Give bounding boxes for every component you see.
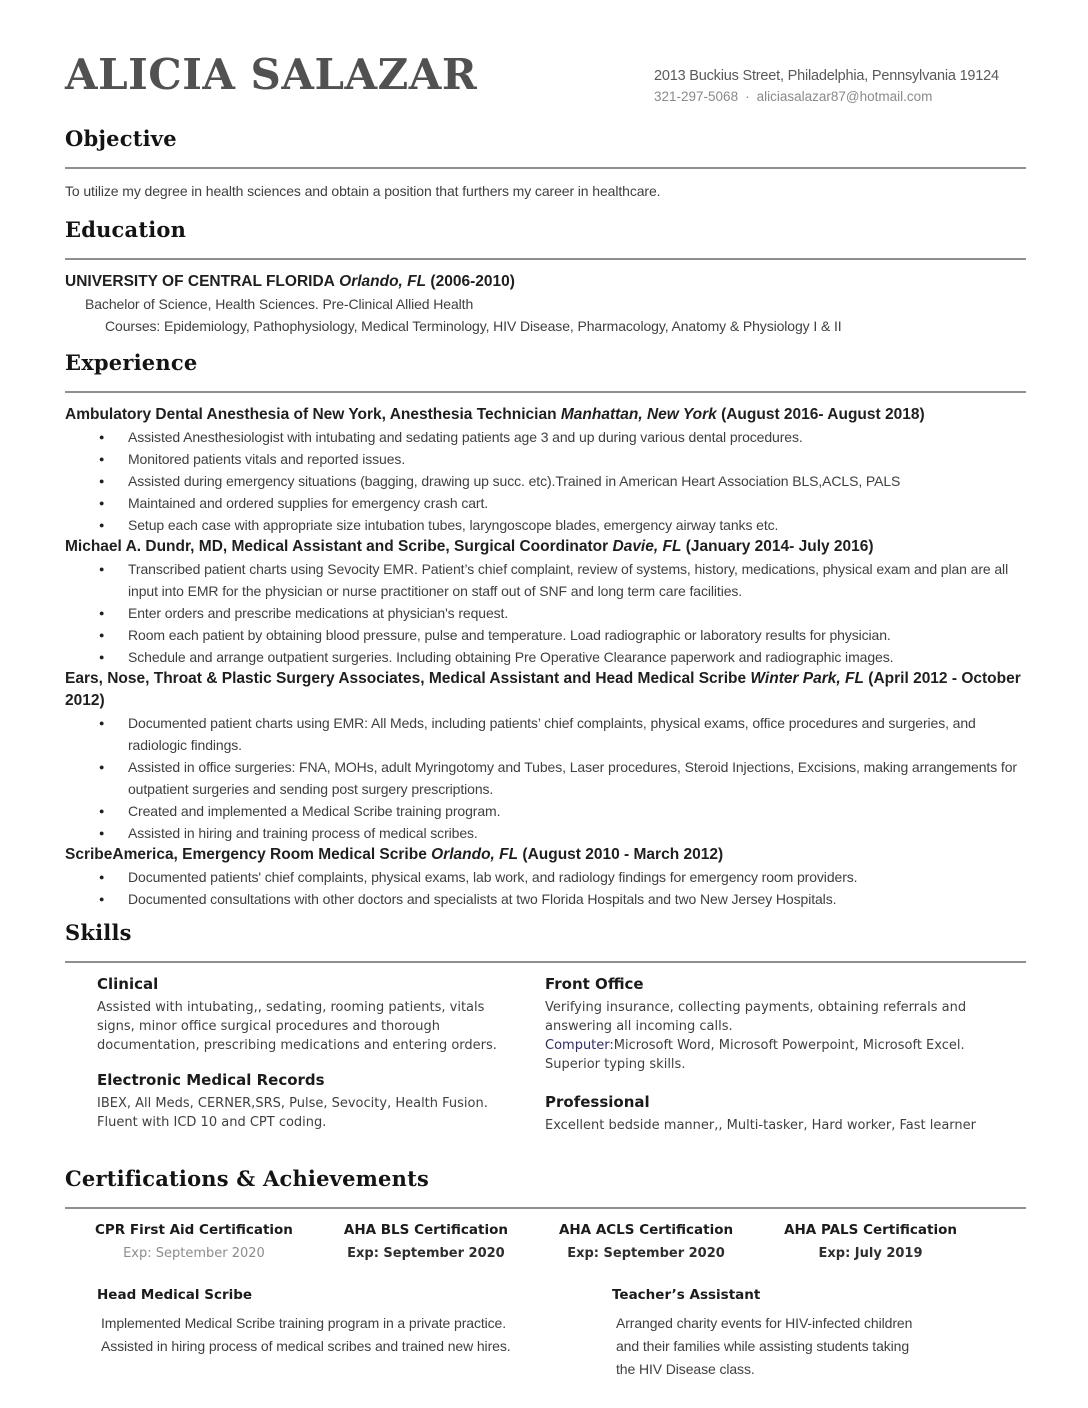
certification-cell [559, 1220, 733, 1263]
section-education [65, 217, 1026, 337]
job-bullet [65, 624, 1026, 646]
experience-heading: Experience [65, 350, 198, 375]
skill-professional [545, 1092, 1010, 1135]
bullet-dot-icon: ● [99, 806, 105, 816]
skill-clinical [97, 974, 512, 1055]
achievement-block [612, 1285, 957, 1381]
job-company-role: Michael A. Dundr, MD, Medical Assistant and Scribe, Surgical Coordinator [65, 538, 609, 555]
bullet-text: Documented patients' chief complaints, physical exams, lab work, and radiology findings for emergency room providers. [128, 869, 858, 885]
skills-heading: Skills [65, 920, 132, 945]
job-bullet [65, 646, 1026, 668]
candidate-name: ALICIA SALAZAR [65, 50, 478, 99]
certification-expiry: Exp: September 2020 [123, 1246, 265, 1261]
job-bullet [65, 492, 1026, 514]
skill-clinical-text: Assisted with intubating,, sedating, rooming patients, vitals signs, minor office surgical procedures and thorough documentation, prescribing medications and entering orders. [97, 1000, 497, 1053]
bullet-dot-icon: ● [99, 498, 105, 508]
education-location: Orlando, FL [339, 273, 427, 290]
contact-email: aliciasalazar87@hotmail.com [756, 89, 933, 104]
bullet-dot-icon: ● [99, 520, 105, 530]
skills-column-left [97, 974, 512, 1150]
bullet-text: Schedule and arrange outpatient surgeries. Including obtaining Pre Operative Clearance paperwork and radiographic images. [128, 649, 894, 665]
job-dates: (August 2010 - March 2012) [522, 846, 724, 863]
bullet-text: Transcribed patient charts using Sevocity EMR. Patient’s chief complaint, review of systems, history, medications, physical exam and plan are all input into EMR for the physician or nurse practitioner on staff out of SNF and long term care facilities. [128, 561, 1009, 599]
certification-title: AHA ACLS Certification [558, 1222, 734, 1238]
job-bullet [65, 602, 1026, 624]
education-school: UNIVERSITY OF CENTRAL FLORIDA [65, 273, 335, 290]
contact-address: 2013 Buckius Street, Philadelphia, Pennsylvania 19124 [654, 68, 999, 84]
separator-dot: · [745, 89, 750, 104]
skill-computer-line [545, 1036, 1010, 1074]
certification-row [95, 1220, 957, 1263]
job-location: Davie, FL [612, 538, 682, 555]
certification-cell [95, 1220, 293, 1263]
bullet-dot-icon: ● [99, 718, 105, 728]
job-title-line [65, 404, 1026, 426]
job-entry [65, 844, 1026, 910]
section-divider [65, 167, 1026, 169]
job-bullet [65, 888, 1026, 910]
job-bullet [65, 514, 1026, 536]
job-entry [65, 536, 1026, 668]
section-divider [65, 1207, 1026, 1209]
bullet-dot-icon: ● [99, 894, 105, 904]
achievement-line: and their families while assisting students taking [616, 1338, 910, 1354]
bullet-text: Enter orders and prescribe medications at physician's request. [128, 605, 509, 621]
job-bullet [65, 426, 1026, 448]
section-divider [65, 391, 1026, 393]
education-courses: Courses: Epidemiology, Pathophysiology, Medical Terminology, HIV Disease, Pharmacology, Anatomy & Physiology I & II [105, 318, 842, 334]
bullet-dot-icon: ● [99, 608, 105, 618]
bullet-text: Assisted in office surgeries: FNA, MOHs, adult Myringotomy and Tubes, Laser procedures, Steroid Injections, Excisions, making arrangements for outpatient surgeries and sending post surgery prescriptions. [128, 759, 1017, 797]
objective-text: To utilize my degree in health sciences and obtain a position that furthers my career in healthcare. [65, 183, 661, 199]
job-bullet [65, 866, 1026, 888]
certification-expiry: Exp: July 2019 [818, 1246, 923, 1261]
section-skills [65, 920, 1026, 1150]
bullet-dot-icon: ● [99, 476, 105, 486]
skill-front-office-text: Verifying insurance, collecting payments, obtaining referrals and answering all incoming calls. [545, 1000, 967, 1034]
contact-info [654, 48, 1026, 104]
certification-title: CPR First Aid Certification [95, 1222, 293, 1238]
bullet-text: Documented patient charts using EMR: All Meds, including patients’ chief complaints, physical exams, office procedures and surgeries, and radiologic findings. [128, 715, 976, 753]
bullet-dot-icon: ● [99, 872, 105, 882]
job-bullet [65, 558, 1026, 602]
skill-clinical-title: Clinical [97, 975, 159, 993]
job-location: Manhattan, New York [560, 406, 717, 423]
bullet-text: Created and implemented a Medical Scribe training program. [128, 803, 501, 819]
achievement-line: Assisted in hiring process of medical scribes and trained new hires. [101, 1338, 511, 1354]
education-dates: (2006-2010) [430, 273, 515, 290]
skill-front-office-title: Front Office [545, 975, 644, 993]
objective-heading: Objective [65, 126, 177, 151]
skills-column-right [545, 974, 1010, 1150]
certification-expiry: Exp: September 2020 [347, 1246, 505, 1261]
section-certifications [65, 1166, 1026, 1381]
experience-jobs [65, 404, 1026, 910]
bullet-text: Monitored patients vitals and reported issues. [128, 451, 406, 467]
job-dates: (January 2014- July 2016) [685, 538, 874, 555]
certification-cell [784, 1220, 957, 1263]
skill-front-office [545, 974, 1010, 1074]
section-divider [65, 258, 1026, 260]
bullet-dot-icon: ● [99, 454, 105, 464]
certification-expiry: Exp: September 2020 [567, 1246, 725, 1261]
job-bullet-list [65, 712, 1026, 844]
bullet-dot-icon: ● [99, 762, 105, 772]
achievement-title: Head Medical Scribe [97, 1287, 253, 1303]
job-company-role: Ambulatory Dental Anesthesia of New York, Anesthesia Technician [65, 406, 557, 423]
job-location: Orlando, FL [431, 846, 519, 863]
job-bullet [65, 470, 1026, 492]
skill-emr-text: IBEX, All Meds, CERNER,SRS, Pulse, Sevocity, Health Fusion. Fluent with ICD 10 and CPT coding. [97, 1096, 488, 1130]
bullet-text: Assisted in hiring and training process of medical scribes. [128, 825, 478, 841]
job-title-line [65, 536, 1026, 558]
bullet-text: Assisted during emergency situations (bagging, drawing up succ. etc).Trained in American Heart Association BLS,ACLS, PALS [128, 473, 901, 489]
job-title-line [65, 844, 1026, 866]
certifications-heading: Certifications & Achievements [65, 1166, 429, 1191]
job-title-line [65, 668, 1026, 712]
achievement-title: Teacher’s Assistant [612, 1287, 761, 1303]
bullet-text: Documented consultations with other doctors and specialists at two Florida Hospitals and two New Jersey Hospitals. [128, 891, 837, 907]
section-objective [65, 126, 1026, 202]
bullet-text: Maintained and ordered supplies for emergency crash cart. [128, 495, 489, 511]
job-bullet [65, 756, 1026, 800]
job-entry [65, 404, 1026, 536]
section-experience [65, 350, 1026, 910]
bullet-dot-icon: ● [99, 630, 105, 640]
job-location: Winter Park, FL [750, 670, 864, 687]
job-company-role: Ears, Nose, Throat & Plastic Surgery Associates, Medical Assistant and Head Medical Scribe [65, 670, 747, 687]
skill-emr [97, 1070, 512, 1132]
skill-computer-label: Computer: [545, 1038, 614, 1053]
achievements-row [97, 1285, 1026, 1381]
achievement-line: Implemented Medical Scribe training program in a private practice. [101, 1315, 507, 1331]
bullet-dot-icon: ● [99, 432, 105, 442]
skill-emr-title: Electronic Medical Records [97, 1071, 325, 1089]
job-bullet-list [65, 866, 1026, 910]
achievement-line: the HIV Disease class. [616, 1361, 755, 1377]
certification-title: AHA BLS Certification [343, 1222, 508, 1238]
job-entry [65, 668, 1026, 844]
certification-title: AHA PALS Certification [784, 1222, 957, 1238]
bullet-dot-icon: ● [99, 828, 105, 838]
skill-professional-title: Professional [545, 1093, 650, 1111]
header [65, 48, 1026, 104]
contact-phone-email [654, 89, 1026, 104]
bullet-text: Assisted Anesthesiologist with intubating and sedating patients age 3 and up during various dental procedures. [128, 429, 803, 445]
job-bullet [65, 448, 1026, 470]
education-entry-title [65, 271, 1026, 293]
bullet-dot-icon: ● [99, 564, 105, 574]
section-divider [65, 961, 1026, 963]
job-bullet-list [65, 426, 1026, 536]
job-bullet [65, 800, 1026, 822]
job-company-role: ScribeAmerica, Emergency Room Medical Scribe [65, 846, 427, 863]
skill-professional-text: Excellent bedside manner,, Multi-tasker, Hard worker, Fast learner [545, 1118, 976, 1133]
contact-phone: 321-297-5068 [654, 89, 739, 104]
skills-columns [97, 974, 1026, 1150]
job-dates: (August 2016- August 2018) [721, 406, 925, 423]
skill-computer-text: Microsoft Word, Microsoft Powerpoint, Microsoft Excel. Superior typing skills. [545, 1038, 965, 1072]
education-heading: Education [65, 217, 187, 242]
job-dates: (April 2012 - October 2012) [65, 670, 1021, 709]
job-bullet [65, 822, 1026, 844]
certification-cell [344, 1220, 508, 1263]
job-bullet [65, 712, 1026, 756]
education-degree: Bachelor of Science, Health Sciences. Pre-Clinical Allied Health [85, 296, 474, 312]
bullet-text: Room each patient by obtaining blood pressure, pulse and temperature. Load radiographic or laboratory results for physician. [128, 627, 891, 643]
achievement-line: Arranged charity events for HIV-infected children [616, 1315, 913, 1331]
job-bullet-list [65, 558, 1026, 668]
bullet-text: Setup each case with appropriate size intubation tubes, laryngoscope blades, emergency airway tanks etc. [128, 517, 779, 533]
achievement-block [97, 1285, 612, 1381]
bullet-dot-icon: ● [99, 652, 105, 662]
